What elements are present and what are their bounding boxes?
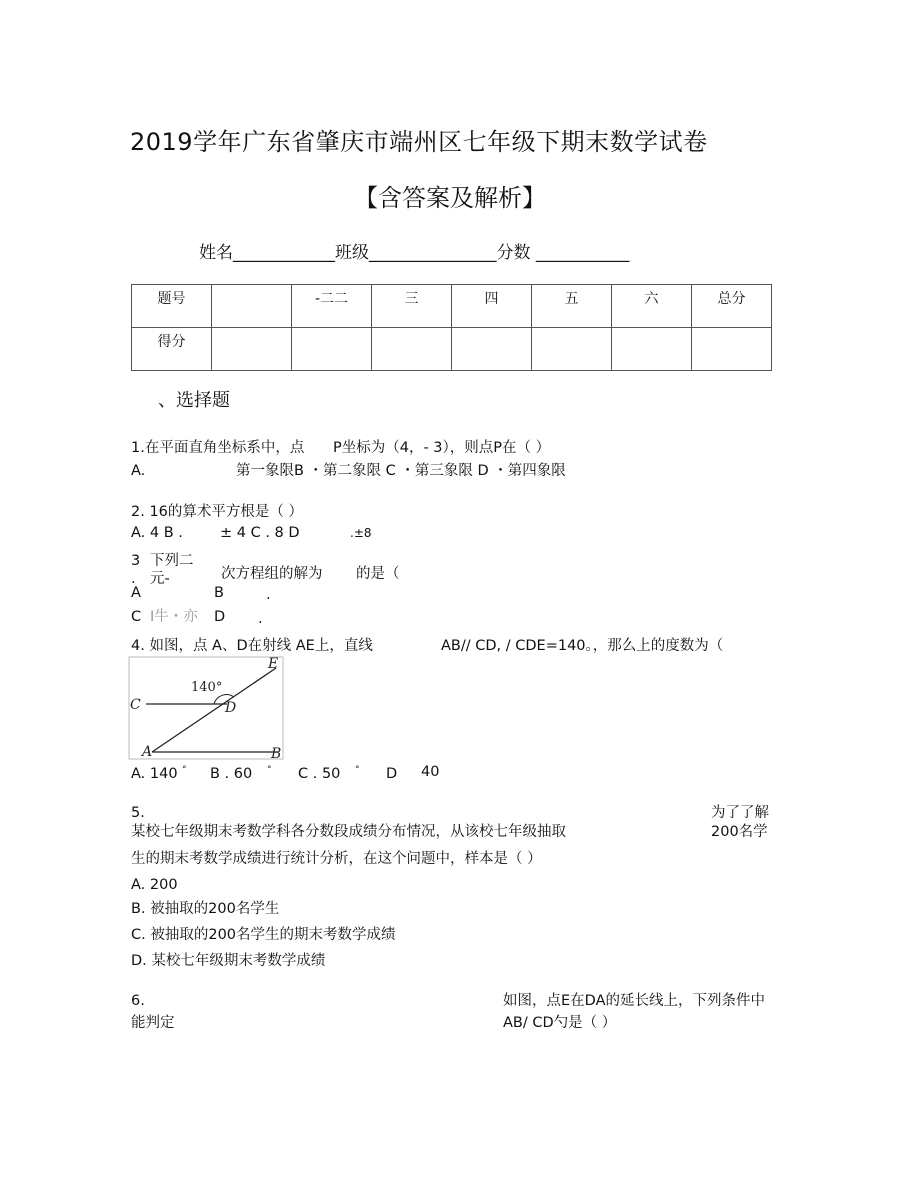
q5-option: C. 被抽取的200名学生的期末考数学成绩 <box>131 927 396 943</box>
q3-text-3: 次方程组的解为 <box>221 566 323 582</box>
q4-option-a: A. 140 <box>131 766 178 782</box>
q5-option: A. 200 <box>131 877 178 893</box>
header-cell: 三 <box>372 285 452 328</box>
page-title: 2019学年广东省肇庆市端州区七年级下期末数学试卷 <box>130 128 708 156</box>
q5-line-2: 某校七年级期末考数学科各分数段成绩分布情况，从该校七年级抽取 <box>131 824 566 840</box>
q6-left-2: 能判定 <box>131 1015 175 1031</box>
point-b: B <box>271 746 282 762</box>
header-cell <box>212 285 292 328</box>
point-a: A <box>142 744 153 760</box>
q5-right-2: 200名学 <box>711 824 768 840</box>
q4-stem-a: 4. 如图，点 A、D在射线 AE上，直线 <box>131 638 373 654</box>
score-cell[interactable] <box>532 328 612 371</box>
q4-option-c-degree: ° <box>355 765 360 775</box>
score-label: 分数 <box>496 243 531 263</box>
q5-option: D. 某校七年级期末考数学成绩 <box>131 953 326 969</box>
q4-option-d: D <box>386 766 398 782</box>
q3-option-d: D <box>214 609 226 625</box>
score-table <box>131 284 772 371</box>
row-label-cell: 得分 <box>132 328 212 371</box>
q4-option-c: C . 50 <box>298 766 341 782</box>
q3-option-b: B <box>214 585 224 601</box>
q4-option-a-degree: ° <box>182 765 187 775</box>
q2-options-b: ± 4 C . 8 D <box>220 525 300 541</box>
q3-option-c: C <box>131 609 142 625</box>
q2-options-c: .±8 <box>350 526 372 540</box>
score-table-header-row <box>132 285 772 328</box>
score-cell[interactable] <box>292 328 372 371</box>
q1-stem-a: 1.在平面直角坐标系中，点 <box>131 440 305 456</box>
score-blank[interactable]: ___________ <box>535 243 630 263</box>
score-cell[interactable] <box>612 328 692 371</box>
q1-option-label: A. <box>131 463 146 479</box>
score-cell[interactable] <box>692 328 772 371</box>
score-cell[interactable] <box>452 328 532 371</box>
header-cell: 题号 <box>132 285 212 328</box>
q6-right-1: 如图，点E在DA的延长线上，下列条件中 <box>503 993 765 1009</box>
q3-option-b-dot: . <box>266 587 271 603</box>
score-cell[interactable] <box>372 328 452 371</box>
q4-option-b: B . 60 <box>210 766 253 782</box>
header-cell: -二二 <box>292 285 372 328</box>
q3-text-4: 的是（ <box>356 566 400 582</box>
angle-label: 140° <box>191 680 223 695</box>
header-cell: 六 <box>612 285 692 328</box>
q5-right-1: 为了了解 <box>711 805 769 821</box>
score-cell[interactable] <box>212 328 292 371</box>
q6-num: 6. <box>131 993 145 1009</box>
q5-line-3: 生的期末考数学成绩进行统计分析，在这个问题中，样本是（ ） <box>131 851 542 867</box>
name-blank[interactable]: ____________ <box>233 243 335 263</box>
q4-option-d-value: 40 <box>421 764 440 780</box>
q3-option-d-dot: . <box>258 611 263 627</box>
q1-stem-b: P坐标为（4，- 3），则点P在（ ） <box>333 440 551 456</box>
q3-text-1: 下列二 <box>150 553 194 569</box>
header-cell: 总分 <box>692 285 772 328</box>
q2-options-a: A. 4 B . <box>131 525 183 541</box>
q3-option-c-faint: I牛・亦 <box>150 609 198 625</box>
q5-option: B. 被抽取的200名学生 <box>131 901 280 917</box>
q3-option-a: A <box>131 585 141 601</box>
header-cell: 五 <box>532 285 612 328</box>
q3-num: 3 <box>131 553 141 569</box>
point-e: E <box>268 656 279 672</box>
section-heading: 、选择题 <box>158 390 230 411</box>
class-blank[interactable]: _______________ <box>369 243 497 263</box>
q4-option-b-degree: ° <box>267 765 272 775</box>
page-subtitle: 【含答案及解析】 <box>354 184 546 212</box>
point-c: C <box>130 697 141 713</box>
header-cell: 四 <box>452 285 532 328</box>
q2-stem: 2. 16的算术平方根是（ ） <box>131 504 304 520</box>
q4-figure <box>128 656 286 762</box>
q4-stem-b: AB// CD, / CDE=140。，那么上的度数为（ <box>441 638 724 654</box>
info-line <box>199 238 629 263</box>
q6-right-2: AB/ CD勺是（ ） <box>503 1015 617 1031</box>
name-label: 姓名 <box>199 243 233 263</box>
q5-num: 5. <box>131 805 145 821</box>
point-d: D <box>225 700 237 716</box>
q3-text-2: 元- <box>150 571 170 587</box>
score-table-score-row <box>132 328 772 371</box>
q3-dot: . <box>131 571 136 587</box>
q1-options: 第一象限B ・第二象限 C ・第三象限 D ・第四象限 <box>236 463 566 479</box>
class-label: 班级 <box>335 243 369 263</box>
